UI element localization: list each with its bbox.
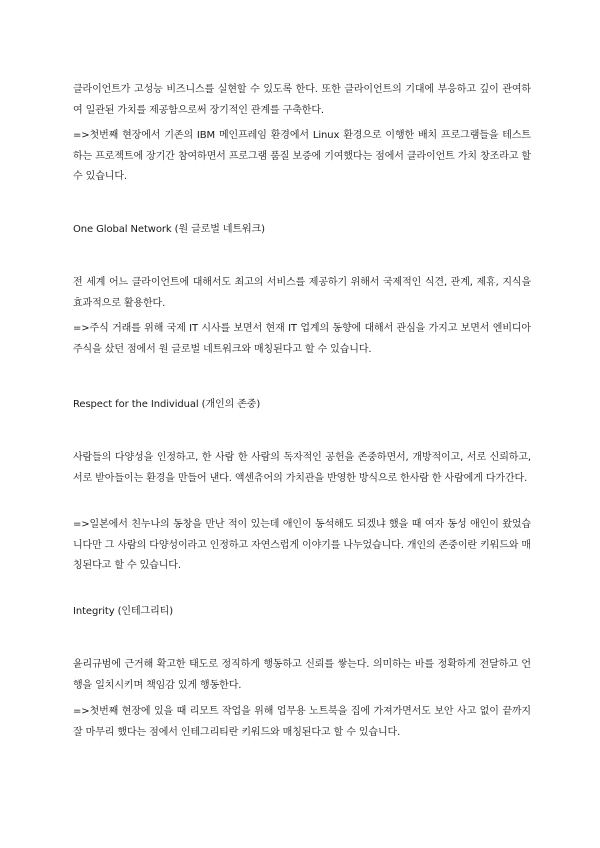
paragraph-one-global-network-definition: 전 세계 어느 클라이언트에 대해서도 최고의 서비스를 제공하기 위해서 국제적인 식견, 관계, 제휴, 지식을 효과적으로 활용한다. (73, 277, 531, 309)
paragraph-respect-example: =>일본에서 친누나의 동창을 만난 적이 있는데 애인이 동석해도 되겠냐 했을 때 여자 동성 애인이 왔었습니다만 그 사람의 다양성이라고 인정하고 자연스럽게 이야기를 나누었습니다. 개인의 존중이란 키워드와 매칭된다고 할 수 있습니다. (73, 519, 531, 571)
heading-integrity: Integrity (인테그리티) (73, 606, 174, 617)
paragraph-client-value-example: =>첫번째 현장에서 기존의 IBM 메인프레임 환경에서 Linux 환경으로 이행한 배치 프로그램들을 테스트 하는 프로젝트에 장기간 참여하면서 프로그램 품질 보증에 기여했다는 점에서 클라이언트 가치 창조라고 할 수 있습니다. (73, 130, 531, 182)
paragraph-integrity-definition: 윤리규범에 근거해 확고한 태도로 정직하게 행동하고 신뢰를 쌓는다. 의미하는 바를 정확하게 전달하고 언행을 일치시키며 책임감 있게 행동한다. (73, 659, 531, 691)
heading-one-global-network: One Global Network (원 글로벌 네트워크) (73, 224, 265, 235)
paragraph-integrity-example: =>첫번째 현장에 있을 때 리모트 작업을 위해 업무용 노트북을 집에 가져가면서도 보안 사고 없이 끝까지 잘 마무리 했다는 점에서 인테그리티란 키워드와 매칭된다고 할 수 있습니다. (73, 706, 531, 738)
document-page (73, 0, 531, 848)
paragraph-client-value-definition: 클라이언트가 고성능 비즈니스를 실현할 수 있도록 한다. 또한 클라이언트의 기대에 부응하고 깊이 관여하여 일관된 가치를 제공함으로써 장기적인 관계를 구축한다. (73, 84, 531, 116)
paragraph-respect-definition: 사람들의 다양성을 인정하고, 한 사람 한 사람의 독자적인 공헌을 존중하면서, 개방적이고, 서로 신뢰하고, 서로 받아들이는 환경을 만들어 낸다. 액센츄어의 가치관을 반영한 방식으로 한사람 한 사람에게 다가간다. (73, 452, 531, 484)
paragraph-one-global-network-example: =>주식 거래를 위해 국제 IT 시사를 보면서 현재 IT 업계의 동향에 대해서 관심을 가지고 보면서 엔비디아 주식을 샀던 점에서 원 글로벌 네트워크와 매칭된다고 할 수 있습니다. (73, 323, 531, 355)
heading-respect-for-individual: Respect for the Individual (개인의 존중) (73, 399, 261, 410)
